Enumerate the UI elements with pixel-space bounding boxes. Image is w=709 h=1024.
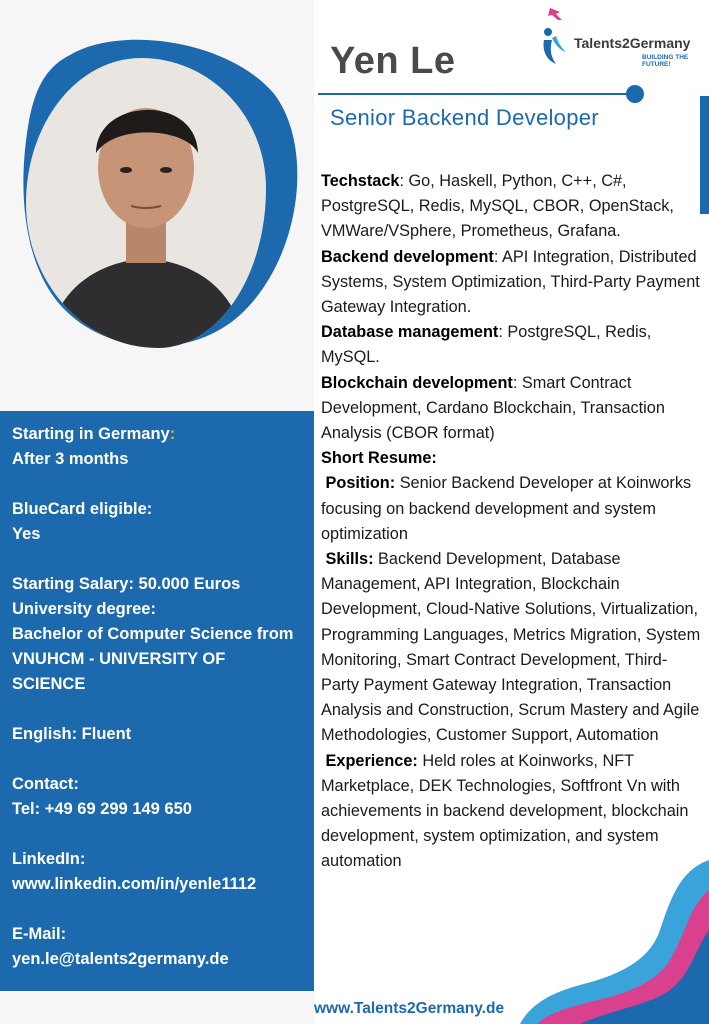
profile-details [321, 169, 703, 875]
experience-label: Experience: [325, 751, 418, 770]
position-paragraph [321, 471, 703, 547]
bluecard-label: BlueCard eligible: [12, 500, 153, 518]
starting-label: Starting in Germany [12, 425, 170, 443]
starting-label-line [12, 422, 314, 447]
resume-label: Short Resume: [321, 449, 437, 468]
decorative-wave-shape [510, 860, 709, 1024]
blockchain-value: : Smart Contract Development, Cardano Blockchain, Transaction Analysis (CBOR format) [321, 373, 665, 443]
skills-paragraph [321, 547, 703, 749]
blockchain-label: Blockchain development [321, 373, 513, 392]
person-plane-logo-icon [538, 6, 572, 66]
contact-label: Contact: [12, 775, 79, 793]
english-level: English: Fluent [12, 725, 132, 743]
title-divider-dot [626, 85, 644, 103]
linkedin-link[interactable]: www.linkedin.com/in/yenle1112 [12, 875, 257, 893]
backend-paragraph [321, 245, 703, 321]
starting-colon: : [169, 425, 176, 443]
experience-paragraph [321, 749, 703, 875]
blockchain-paragraph [321, 371, 703, 447]
starting-value: After 3 months [12, 450, 129, 468]
logo-name: Talents2Germany [574, 35, 691, 51]
experience-value: Held roles at Koinworks, NFT Marketplace, DEK Technologies, Softfront Vn with achievements in backend development, blockchain development, system optimization, and system automation [321, 751, 689, 871]
bottom-strip [0, 991, 314, 1024]
skills-value: Backend Development, Database Management, API Integration, Blockchain Development, Cloud-Native Solutions, Virtualization, Programming Languages, Metrics Migration, System Monitoring, Smart Contract Development, Third-Party Payment Gateway Integration, Transaction Analysis and Construction, Scrum Mastery and Agile Methodologies, Customer Support, Automation [321, 550, 701, 745]
backend-value: : API Integration, Distributed Systems, System Optimization, Third-Party Payment Gateway Integration. [321, 247, 700, 317]
website-link[interactable]: www.Talents2Germany.de [314, 1000, 505, 1017]
talents2germany-logo [538, 6, 572, 71]
resume-heading [321, 446, 703, 471]
backend-label: Backend development [321, 247, 494, 266]
techstack-value: : Go, Haskell, Python, C++, C#, PostgreSQL, Redis, MySQL, CBOR, OpenStack, VMWare/VSphere, Prometheus, Grafana. [321, 172, 674, 241]
candidate-name: Yen Le [330, 40, 456, 82]
position-label: Position: [325, 474, 396, 493]
tel-text: Tel: +49 69 299 149 650 [12, 800, 192, 818]
techstack-label: Techstack [321, 172, 400, 190]
linkedin-label: LinkedIn: [12, 850, 86, 868]
candidate-info-panel [0, 411, 314, 991]
position-value: Senior Backend Developer at Koinworks focusing on backend development and system optimization [321, 474, 692, 543]
email-link[interactable]: yen.le@talents2germany.de [12, 950, 229, 968]
degree-label: University degree: [12, 600, 156, 618]
database-value: : PostgreSQL, Redis, MySQL. [321, 323, 652, 367]
email-label: E-Mail: [12, 925, 67, 943]
techstack-paragraph [321, 169, 703, 245]
title-divider [318, 93, 636, 95]
job-title: Senior Backend Developer [330, 105, 599, 130]
bluecard-value: Yes [12, 525, 41, 543]
database-label: Database management [321, 323, 499, 342]
database-paragraph [321, 320, 703, 370]
logo-tagline: BUILDING THE FUTURE! [642, 54, 689, 68]
salary-text: Starting Salary: 50.000 Euros [12, 575, 241, 593]
degree-value: Bachelor of Computer Science from VNUHCM - UNIVERSITY OF SCIENCE [12, 625, 294, 693]
skills-label: Skills: [325, 550, 374, 569]
